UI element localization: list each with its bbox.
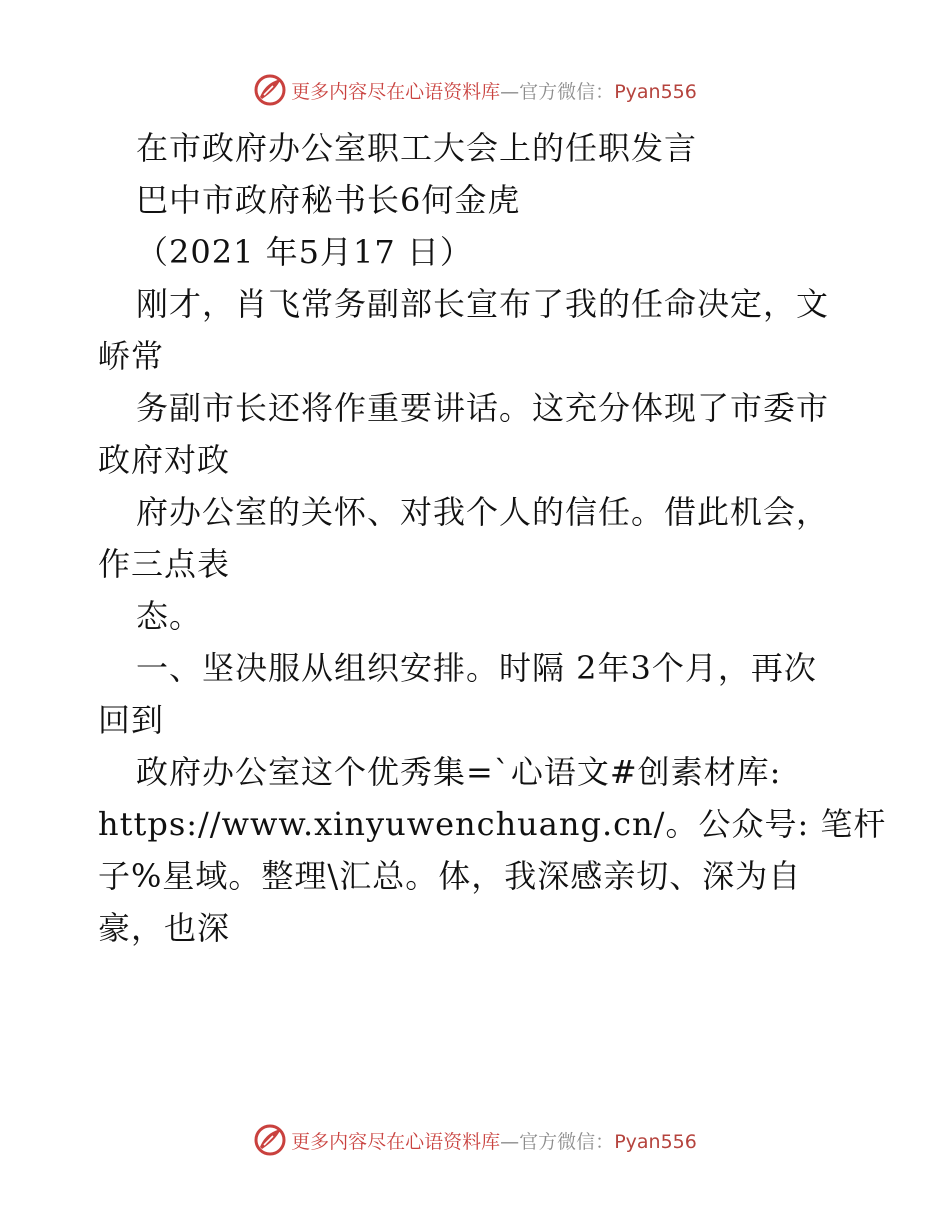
- paragraph-line: 回到: [98, 701, 165, 739]
- banner-wechat-label: 官方微信：: [519, 1130, 615, 1153]
- banner-wechat-id: Pyan556: [614, 80, 697, 103]
- banner-wechat-id: Pyan556: [614, 1130, 697, 1153]
- paragraph-line: 政府对政: [98, 441, 231, 479]
- banner-text: [291, 77, 697, 104]
- banner-wechat-label: 官方微信：: [519, 80, 615, 103]
- paragraph-line: 刚才，肖飞常务副部长宣布了我的任命决定，文: [136, 285, 830, 323]
- document-title: 在市政府办公室职工大会上的任职发言: [136, 129, 698, 167]
- pen-nib-logo-icon: [253, 73, 287, 107]
- header-watermark-banner: [0, 70, 950, 110]
- paragraph-line: 子%星域。整理\汇总。体，我深感亲切、深为自: [98, 857, 802, 895]
- paragraph-line: 一、坚决服从组织安排。时隔 2年3个月，再次: [136, 649, 817, 687]
- document-author: 巴中市政府秘书长6何金虎: [136, 181, 521, 219]
- banner-main-text: 更多内容尽在心语资料库: [291, 80, 501, 103]
- paragraph-line: 作三点表: [98, 545, 231, 583]
- pen-nib-logo-icon: [253, 1123, 287, 1157]
- paragraph-line: 豪，也深: [98, 909, 231, 947]
- paragraph-line: https://www.xinyuwenchuang.cn/。公众号: 笔杆: [98, 805, 887, 843]
- document-body: [98, 122, 887, 954]
- paragraph-line: 态。: [136, 597, 203, 635]
- paragraph-line: 峤常: [98, 337, 165, 375]
- footer-watermark-banner: [0, 1120, 950, 1160]
- document-date: （2021 年5月17 日）: [136, 233, 473, 271]
- paragraph-line: 务副市长还将作重要讲话。这充分体现了市委市: [136, 389, 830, 427]
- paragraph-line: 政府办公室这个优秀集=`心语文#创素材库:: [136, 753, 782, 791]
- paragraph-line: 府办公室的关怀、对我个人的信任。借此机会，: [136, 493, 830, 531]
- banner-text: [291, 1127, 697, 1154]
- banner-separator: —: [500, 80, 520, 103]
- banner-separator: —: [500, 1130, 520, 1153]
- banner-main-text: 更多内容尽在心语资料库: [291, 1130, 501, 1153]
